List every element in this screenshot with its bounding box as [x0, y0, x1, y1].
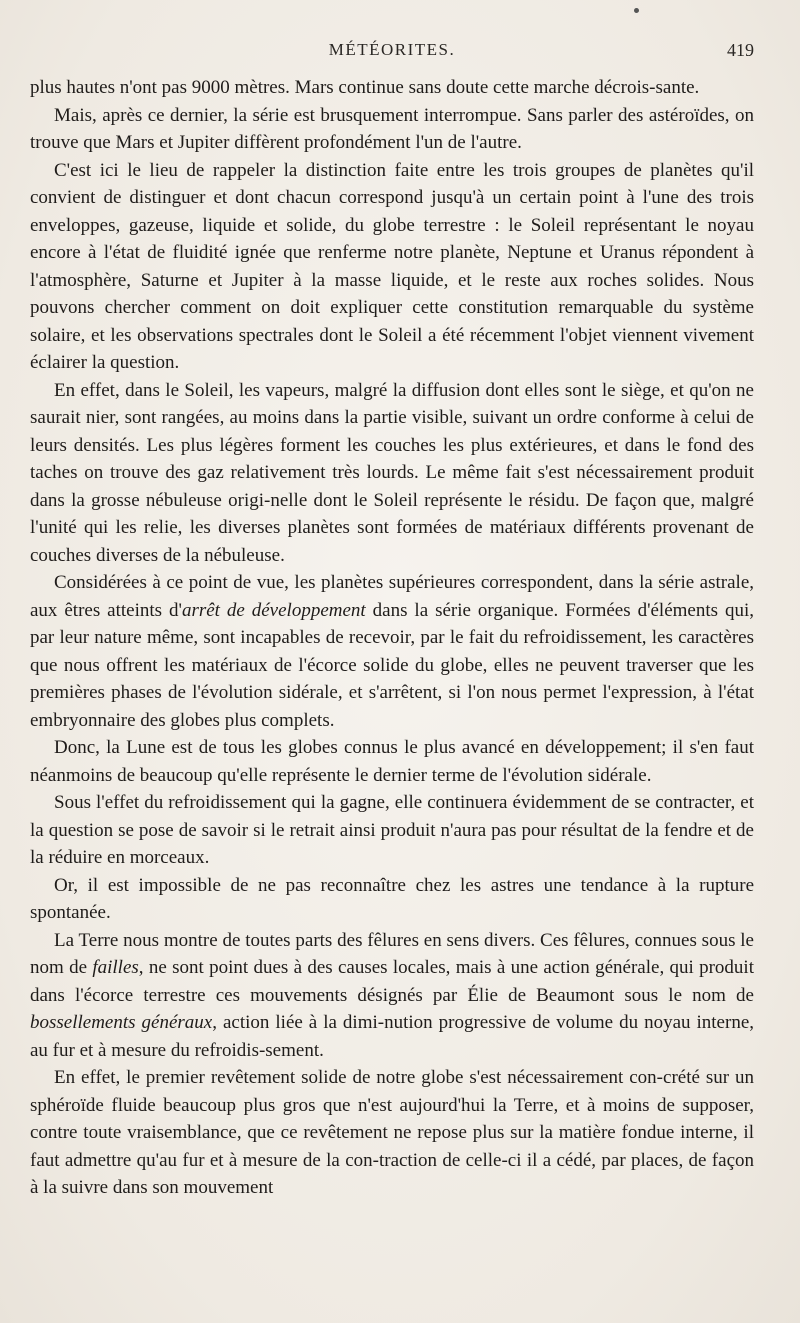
running-title: MÉTÉORITES.: [328, 40, 456, 59]
text-run: , action liée à la dimi-nution progressive de volume du noyau interne, au fur et à mesure du refroidis-sement.: [30, 1012, 755, 1061]
paragraph: [30, 569, 754, 734]
italic-phrase: failles: [92, 957, 139, 978]
page-number: 419: [727, 40, 754, 60]
text-run: En effet, le premier revêtement solide de notre globe s'est nécessairement con-crété sur un sphéroïde fluide beaucoup plus gros que n'est aujourd'hui la Terre, et à moins de supposer, contre toute vraisemblance, que ce revêtement ne repose plus sur la matière fondue interne, il faut admettre qu'au fur et à mesure de la con-traction de celle-ci il a cédé, par places, de façon à la suivre dans son mouvement: [30, 1067, 754, 1198]
ink-speck: [634, 8, 639, 13]
italic-phrase: arrêt de développement: [181, 599, 366, 621]
paragraph: [30, 377, 754, 570]
running-head: [30, 38, 754, 64]
paragraph: [30, 872, 754, 927]
paragraph: [30, 927, 754, 1065]
italic-phrase: bossellements généraux: [30, 1012, 213, 1033]
text-run: C'est ici le lieu de rappeler la distinction faite entre les trois groupes de planètes qu'il convient de distinguer et dont chacun correspond jusqu'à un certain point à l'une des trois enveloppes, gazeuse, liquide et solide, du globe terrestre : le Soleil représentant le noyau encore à l'état de fluidité ignée que renferme notre planète, Neptune et Uranus répondent à l'atmosphère, Saturne et Jupiter à la masse liquide, et le reste aux roches solides. Nous pouvons chercher comment on doit expliquer cette constitution remarquable du système solaire, et les observations spectrales dont le Soleil a été récemment l'objet viennent vivement éclairer la question.: [30, 159, 754, 373]
paragraph: [30, 74, 754, 102]
text-run: Mais, après ce dernier, la série est brusquement interrompue. Sans parler des astéroïdes, on trouve que Mars et Jupiter diffèrent profondément l'un de l'autre.: [30, 104, 754, 153]
paragraph: [30, 734, 754, 789]
text-run: , ne sont point dues à des causes locales, mais à une action générale, qui produit dans l'écorce terrestre ces mouvements désignés par Élie de Beaumont sous le nom de: [30, 957, 754, 1006]
paragraph: [30, 157, 754, 377]
text-run: Sous l'effet du refroidissement qui la gagne, elle continuera évidemment de se contracter, et la question se pose de savoir si le retrait ainsi produit n'aura pas pour résultat de la fendre et de la réduire en morceaux.: [30, 792, 754, 868]
text-run: Considérées à ce point de vue, les planètes supérieures correspondent, dans la série astrale, aux êtres atteints d': [30, 572, 754, 621]
text-run: La Terre nous montre de toutes parts des fêlures en sens divers. Ces fêlures, connues sous le nom de: [30, 929, 754, 978]
text-run: En effet, dans le Soleil, les vapeurs, malgré la diffusion dont elles sont le siège, et qu'on ne saurait nier, sont rangées, au moins dans la partie visible, suivant un ordre conforme à celui de leurs densités. Les plus légères forment les couches les plus extérieures, et dans le fond des taches on trouve des gaz relativement très lourds. Le même fait s'est nécessairement produit dans la grosse nébuleuse origi-nelle dont le Soleil représente le résidu. De façon que, malgré l'unité qui les relie, les diverses planètes sont formées de matériaux différents provenant de couches diverses de la nébuleuse.: [30, 379, 754, 566]
paragraph: [30, 1064, 754, 1202]
text-run: dans la série organique. Formées d'éléments qui, par leur nature même, sont incapables de recevoir, par le fait du refroidissement, les caractères que nous offrent les matériaux de l'écorce solide du globe, elles ne peuvent traverser que les premières phases de l'évolution sidérale, et s'arrêtent, si l'on nous permet l'expression, à l'état embryonnaire des globes plus complets.: [30, 599, 754, 731]
paragraph: [30, 102, 754, 157]
text-run: plus hautes n'ont pas 9000 mètres. Mars continue sans doute cette marche décrois-sante.: [30, 77, 700, 98]
body-text: [30, 74, 754, 1202]
text-run: Donc, la Lune est de tous les globes connus le plus avancé en développement; il s'en faut néanmoins de beaucoup qu'elle représente le dernier terme de l'évolution sidérale.: [30, 737, 754, 786]
text-run: Or, il est impossible de ne pas reconnaître chez les astres une tendance à la rupture spontanée.: [30, 874, 754, 923]
paragraph: [30, 789, 754, 872]
